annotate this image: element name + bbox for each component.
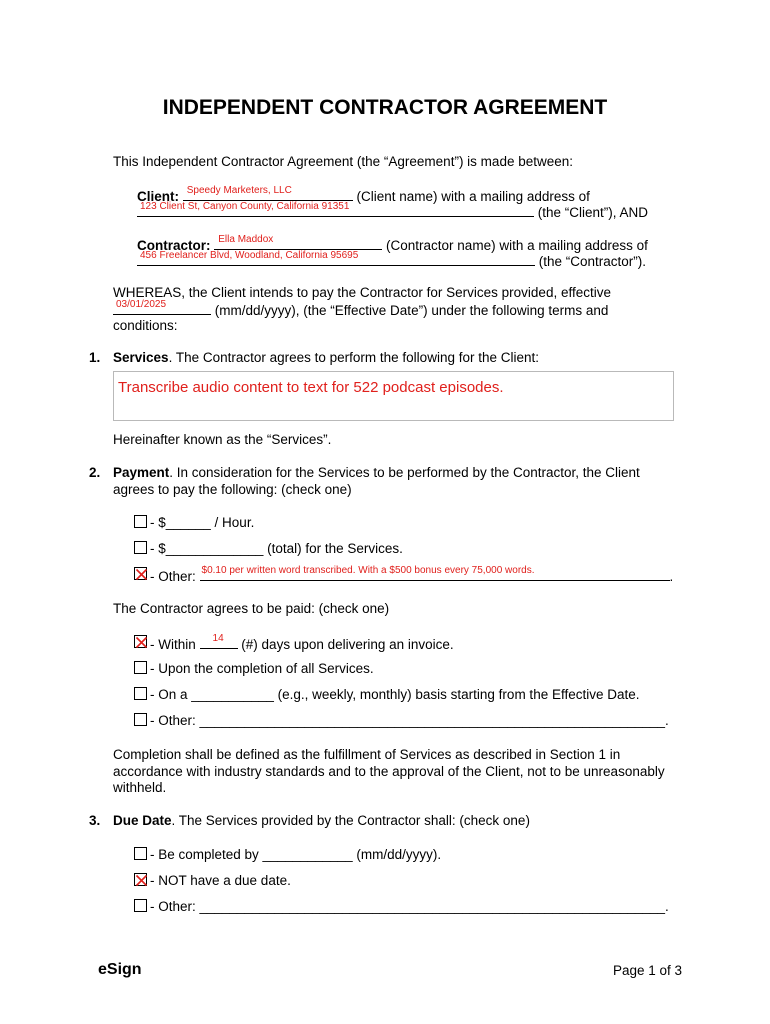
payment-option-hour: - $______ / Hour. <box>150 515 255 530</box>
contractor-address-value: 456 Freelancer Blvd, Woodland, California 95695 <box>140 250 359 261</box>
paid-within-label: - Within <box>150 637 196 652</box>
effective-date-field[interactable] <box>113 301 211 315</box>
contractor-address-field[interactable] <box>137 252 535 266</box>
checkmark-x-icon <box>135 636 148 649</box>
paid-within-field[interactable] <box>200 635 238 649</box>
section-2-heading-line <box>113 465 640 480</box>
section-1-heading-line <box>113 350 539 365</box>
client-address-line <box>137 203 648 220</box>
section-3-heading: Due Date <box>113 813 172 828</box>
section-2-text-2: agrees to pay the following: (check one) <box>113 482 352 497</box>
whereas-line-2 <box>113 301 608 318</box>
whereas-line-2-suffix: (mm/dd/yyyy), (the “Effective Date”) under the following terms and <box>214 303 609 318</box>
services-after-text: Hereinafter known as the “Services”. <box>113 432 332 447</box>
contractor-name-suffix: (Contractor name) with a mailing address of <box>386 238 648 253</box>
paid-option-within <box>150 635 454 652</box>
paid-checkbox-basis[interactable] <box>134 687 147 700</box>
section-3-heading-line <box>113 813 530 828</box>
paid-checkbox-other[interactable] <box>134 713 147 726</box>
completion-line-2: accordance with industry standards and to the approval of the Client, not to be unreasonably <box>113 764 665 779</box>
paid-checkbox-completion[interactable] <box>134 661 147 674</box>
paid-option-completion: - Upon the completion of all Services. <box>150 661 374 676</box>
section-2-text: . In consideration for the Services to be performed by the Contractor, the Client <box>169 465 640 480</box>
paid-checkbox-within[interactable] <box>134 635 147 648</box>
checkmark-x-icon <box>135 874 148 887</box>
contractor-address-line <box>137 252 646 269</box>
paid-within-value: 14 <box>212 633 224 644</box>
section-2-number: 2. <box>89 465 101 480</box>
effective-date-value: 03/01/2025 <box>116 299 167 310</box>
payment-other-end: . <box>669 569 674 584</box>
due-option-completed-by: - Be completed by ____________ (mm/dd/yyyy). <box>150 847 442 862</box>
due-option-no-due-date: - NOT have a due date. <box>150 873 291 888</box>
intro-text: This Independent Contractor Agreement (the “Agreement”) is made between: <box>113 154 573 169</box>
section-3-text: . The Services provided by the Contractor shall: (check one) <box>171 813 530 828</box>
whereas-line-3: conditions: <box>113 318 178 333</box>
contractor-address-suffix: (the “Contractor”). <box>538 254 647 269</box>
contractor-name-field[interactable] <box>214 236 382 250</box>
section-1-number: 1. <box>89 350 101 365</box>
paid-intro: The Contractor agrees to be paid: (check one) <box>113 601 390 616</box>
due-option-other: - Other: ______________________________________________________________. <box>150 899 669 914</box>
completion-line-3: withheld. <box>113 780 167 795</box>
due-checkbox-other[interactable] <box>134 899 147 912</box>
due-checkbox-completed-by[interactable] <box>134 847 147 860</box>
due-checkbox-no-due-date[interactable] <box>134 873 147 886</box>
payment-option-other <box>150 567 673 584</box>
client-address-field[interactable] <box>137 203 534 217</box>
section-2-heading: Payment <box>113 465 170 480</box>
client-name-value: Speedy Marketers, LLC <box>186 185 292 196</box>
esign-logo: eSign <box>98 961 142 978</box>
client-address-value: 123 Client St, Canyon County, California 91351 <box>140 201 350 212</box>
section-3-number: 3. <box>89 813 101 828</box>
payment-checkbox-other[interactable] <box>134 567 147 580</box>
services-textbox[interactable] <box>113 371 674 421</box>
payment-other-field[interactable] <box>200 567 670 581</box>
client-name-field[interactable] <box>183 187 353 201</box>
payment-option-total: - $_____________ (total) for the Services. <box>150 541 403 556</box>
payment-other-value: $0.10 per written word transcribed. With a $500 bonus every 75,000 words. <box>201 565 535 576</box>
client-address-suffix: (the “Client”), AND <box>537 205 649 220</box>
checkmark-x-icon <box>135 568 148 581</box>
client-label: Client: <box>137 189 179 204</box>
whereas-line-1: WHEREAS, the Client intends to pay the Contractor for Services provided, effective <box>113 285 611 300</box>
contractor-name-value: Ella Maddox <box>218 234 274 245</box>
paid-within-end: (#) days upon delivering an invoice. <box>241 637 454 652</box>
section-1-text: . The Contractor agrees to perform the following for the Client: <box>168 350 539 365</box>
payment-other-label: - Other: <box>150 569 196 584</box>
payment-checkbox-hour[interactable] <box>134 515 147 528</box>
completion-line-1: Completion shall be defined as the fulfillment of Services as described in Section 1 in <box>113 747 621 762</box>
paid-option-other: - Other: ______________________________________________________________. <box>150 713 669 728</box>
payment-checkbox-total[interactable] <box>134 541 147 554</box>
section-1-heading: Services <box>113 350 169 365</box>
page-number: Page 1 of 3 <box>613 963 683 978</box>
client-name-suffix: (Client name) with a mailing address of <box>356 189 590 204</box>
contractor-label: Contractor: <box>137 238 211 253</box>
services-value: Transcribe audio content to text for 522 podcast episodes. <box>118 379 504 396</box>
page-title: INDEPENDENT CONTRACTOR AGREEMENT <box>162 96 608 119</box>
paid-option-basis: - On a ___________ (e.g., weekly, monthly) basis starting from the Effective Date. <box>150 687 640 702</box>
